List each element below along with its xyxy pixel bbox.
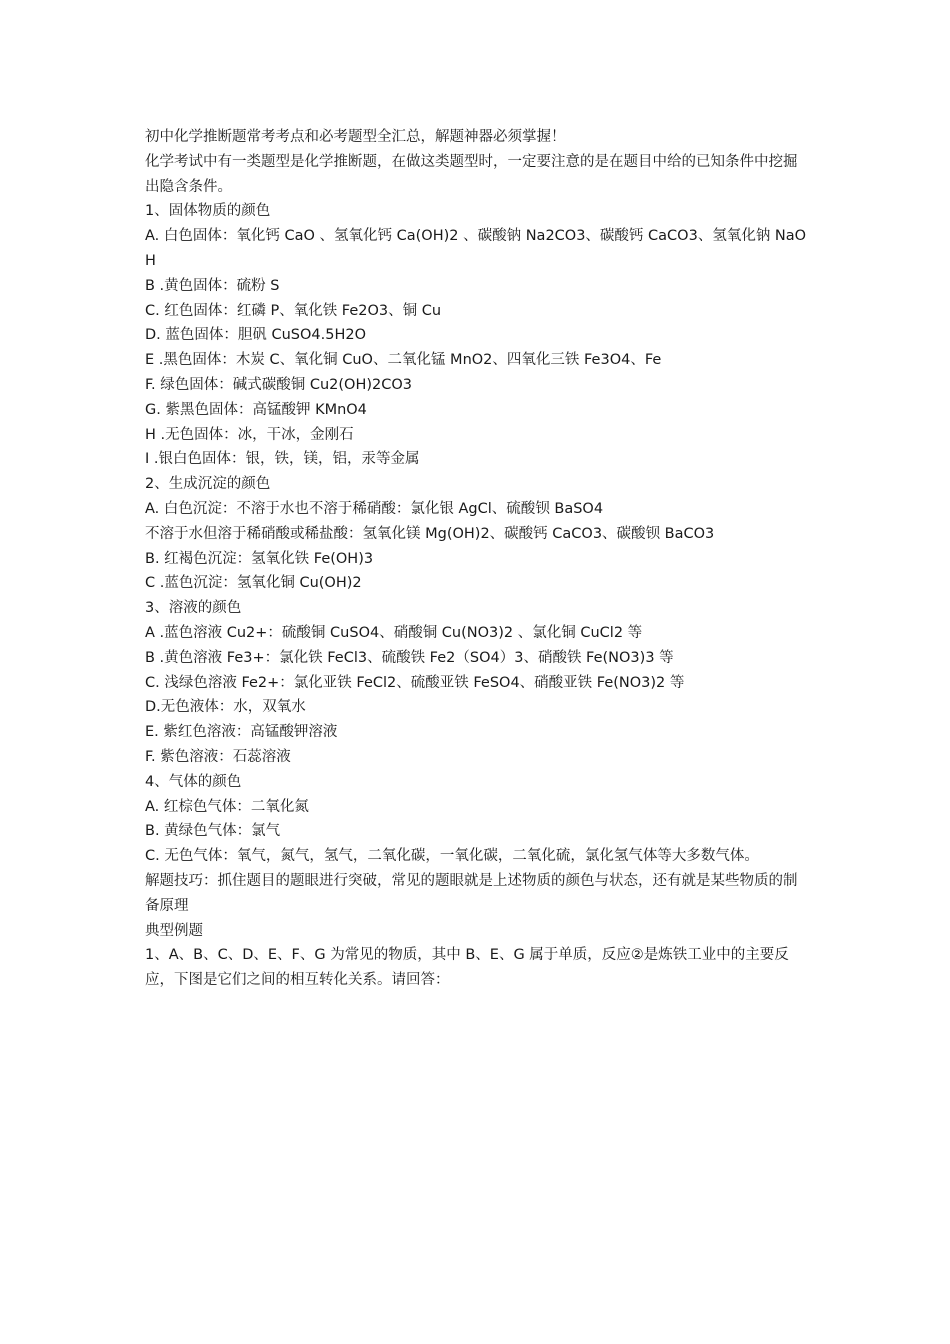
solid-color-item: D. 蓝色固体：胆矾 CuSO4.5H2O xyxy=(145,327,367,344)
document-title: 初中化学推断题常考考点和必考题型全汇总，解题神器必须掌握！ xyxy=(145,129,566,145)
section-2-heading: 2、生成沉淀的颜色 xyxy=(145,476,271,493)
gas-color-item: C. 无色气体：氧气，氮气，氢气，二氧化碳，一氧化碳，二氧化硫，氯化氢气体等大多数气体。 xyxy=(145,848,759,865)
document-body xyxy=(145,125,810,993)
section-3-heading: 3、溶液的颜色 xyxy=(145,600,242,617)
section-1-heading: 1、固体物质的颜色 xyxy=(145,203,271,220)
solution-color-item: A .蓝色溶液 Cu2+：硫酸铜 CuSO4、硝酸铜 Cu(NO3)2 、氯化铜 CuCl2 等 xyxy=(145,624,643,641)
solution-color-item: D.无色液体：水，双氧水 xyxy=(145,699,306,716)
example-heading: 典型例题 xyxy=(145,922,203,939)
solid-color-item: I .银白色固体：银，铁，镁，铝，汞等金属 xyxy=(145,451,420,468)
solid-color-item: B .黄色固体：硫粉 S xyxy=(145,277,280,294)
gas-color-item: A. 红棕色气体：二氧化氮 xyxy=(145,798,309,815)
gas-color-item: B. 黄绿色气体：氯气 xyxy=(145,823,281,840)
precipitate-color-item: B. 红褐色沉淀：氢氧化铁 Fe(OH)3 xyxy=(145,550,374,567)
solution-color-item: C. 浅绿色溶液 Fe2+：氯化亚铁 FeCl2、硫酸亚铁 FeSO4、硝酸亚铁 Fe(NO3)2 等 xyxy=(145,674,685,691)
intro-paragraph: 化学考试中有一类题型是化学推断题，在做这类题型时，一定要注意的是在题目中给的已知条件中挖掘出隐含条件。 xyxy=(145,153,798,195)
solution-color-item: B .黄色溶液 Fe3+：氯化铁 FeCl3、硫酸铁 Fe2（SO4）3、硝酸铁 Fe(NO3)3 等 xyxy=(145,649,674,666)
solution-color-item: F. 紫色溶液：石蕊溶液 xyxy=(145,748,291,765)
solid-color-item: H .无色固体：冰，干冰，金刚石 xyxy=(145,426,354,443)
solution-color-item: E. 紫红色溶液：高锰酸钾溶液 xyxy=(145,724,338,741)
solving-tip: 解题技巧：抓住题目的题眼进行突破，常见的题眼就是上述物质的颜色与状态，还有就是某些物质的制备原理 xyxy=(145,872,798,914)
solid-color-item: E .黑色固体：木炭 C、氧化铜 CuO、二氧化锰 MnO2、四氧化三铁 Fe3O4、Fe xyxy=(145,352,662,369)
solid-color-item: A. 白色固体：氧化钙 CaO 、氢氧化钙 Ca(OH)2 、碳酸钠 Na2CO3、碳酸钙 CaCO3、氢氧化钠 NaOH xyxy=(145,228,807,269)
solid-color-item: F. 绿色固体：碱式碳酸铜 Cu2(OH)2CO3 xyxy=(145,376,412,393)
solid-color-item: G. 紫黑色固体：高锰酸钾 KMnO4 xyxy=(145,401,367,418)
precipitate-color-item: A. 白色沉淀：不溶于水也不溶于稀硝酸：氯化银 AgCl、硫酸钡 BaSO4 xyxy=(145,500,604,517)
solid-color-item: C. 红色固体：红磷 P、氧化铁 Fe2O3、铜 Cu xyxy=(145,302,442,319)
example-question: 1、A、B、C、D、E、F、G 为常见的物质，其中 B、E、G 属于单质，反应②是炼铁工业中的主要反应，下图是它们之间的相互转化关系。请回答： xyxy=(145,947,789,989)
section-4-heading: 4、气体的颜色 xyxy=(145,773,242,790)
precipitate-color-item: 不溶于水但溶于稀硝酸或稀盐酸：氢氧化镁 Mg(OH)2、碳酸钙 CaCO3、碳酸钡 BaCO3 xyxy=(145,525,715,542)
precipitate-color-item: C .蓝色沉淀：氢氧化铜 Cu(OH)2 xyxy=(145,575,362,592)
